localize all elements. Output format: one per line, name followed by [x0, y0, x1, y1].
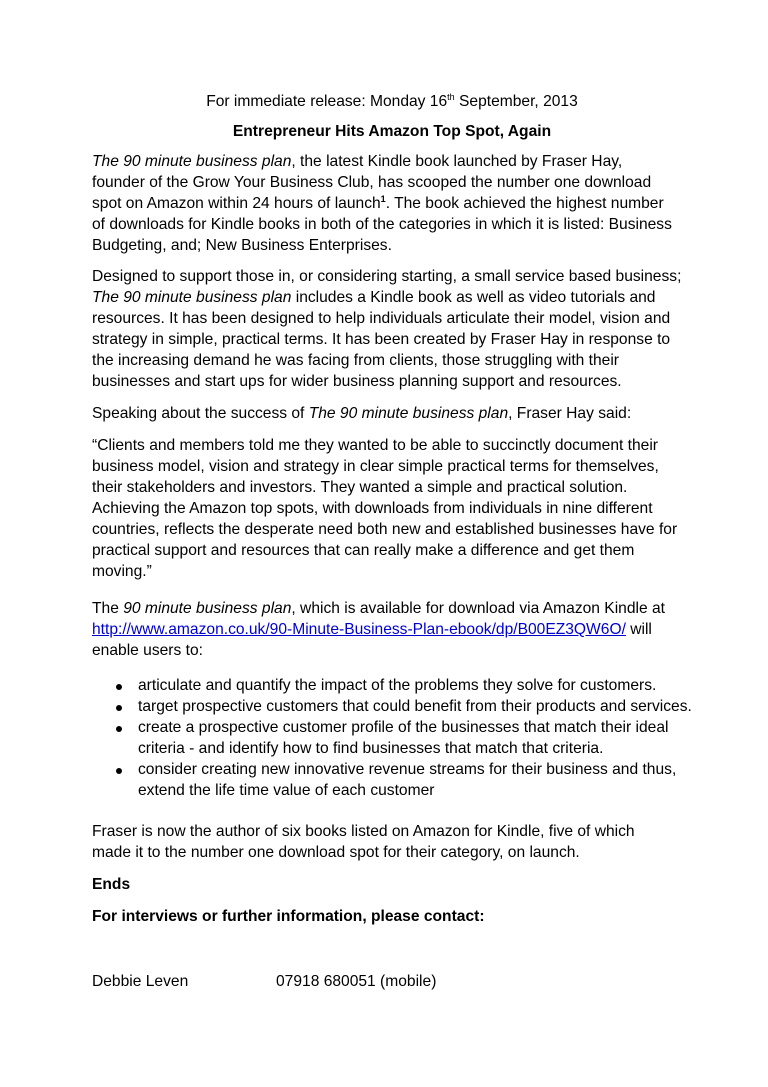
para5-line1: The 90 minute business plan, which is available for download via Amazon Kindle at	[92, 600, 665, 617]
para5-line2: http://www.amazon.co.uk/90-Minute-Business-Plan-ebook/dp/B00EZ3QW6O/ will	[92, 621, 652, 638]
quote-line: countries, reflects the desperate need both new and established businesses have for	[92, 521, 678, 538]
bullet-item: articulate and quantify the impact of the problems they solve for customers.	[138, 677, 657, 694]
bullet-item: create a prospective customer profile of the businesses that match their ideal	[138, 719, 669, 736]
bullet-dot	[116, 705, 122, 711]
para5-line3: enable users to:	[92, 642, 203, 659]
bullet-item: target prospective customers that could benefit from their products and services.	[138, 698, 692, 715]
quote-line: Achieving the Amazon top spots, with downloads from individuals in nine different	[92, 500, 653, 517]
bullet-dot	[116, 768, 122, 774]
para1-line2: founder of the Grow Your Business Club, has scooped the number one download	[92, 174, 652, 191]
bullet-item-cont: extend the life time value of each customer	[138, 782, 435, 799]
para6-line1: Fraser is now the author of six books listed on Amazon for Kindle, five of which	[92, 823, 635, 840]
para2-line3: resources. It has been designed to help individuals articulate their model, vision and	[92, 310, 671, 327]
para3-line1: Speaking about the success of The 90 minute business plan, Fraser Hay said:	[92, 405, 632, 422]
ends-label: Ends	[92, 876, 131, 893]
para1-line3: spot on Amazon within 24 hours of launch$^1$. The book achieved the highest number	[92, 194, 664, 212]
para1-line4: of downloads for Kindle books in both of the categories in which it is listed: Business	[92, 216, 672, 233]
para2-line2: The 90 minute business plan includes a Kindle book as well as video tutorials and	[92, 289, 656, 306]
contact-phone: 07918 680051 (mobile)	[276, 973, 437, 990]
para2-line5: the increasing demand he was facing from clients, those struggling with their	[92, 352, 619, 369]
para6-line2: made it to the number one download spot for their category, on launch.	[92, 844, 580, 861]
quote-line: their stakeholders and investors. They wanted a simple and practical solution.	[92, 479, 628, 496]
para1-line1: The 90 minute business plan, the latest Kindle book launched by Fraser Hay,	[92, 153, 623, 170]
para2-line6: businesses and start ups for wider business planning support and resources.	[92, 373, 622, 390]
bullet-item-cont: criteria - and identify how to find businesses that match that criteria.	[138, 740, 604, 757]
quote-line: moving.”	[92, 563, 152, 580]
quote-line: “Clients and members told me they wanted to be able to succinctly document their	[92, 437, 658, 454]
bullet-dot	[116, 726, 122, 732]
amazon-link[interactable]: http://www.amazon.co.uk/90-Minute-Business-Plan-ebook/dp/B00EZ3QW6O/	[92, 621, 626, 638]
contact-name: Debbie Leven	[92, 973, 189, 990]
headline: Entrepreneur Hits Amazon Top Spot, Again	[232, 123, 552, 140]
para2-line4: strategy in simple, practical terms. It has been created by Fraser Hay in response to	[92, 331, 671, 348]
release-date: For immediate release: Monday 16th September, 2013	[206, 92, 578, 110]
quote-line: business model, vision and strategy in clear simple practical terms for themselves,	[92, 458, 659, 475]
para1-line5: Budgeting, and; New Business Enterprises.	[92, 237, 392, 254]
bullet-item: consider creating new innovative revenue streams for their business and thus,	[138, 761, 677, 778]
bullet-dot	[116, 684, 122, 690]
contact-heading: For interviews or further information, please contact:	[92, 908, 485, 925]
quote-line: practical support and resources that can really make a difference and get them	[92, 542, 635, 559]
para2-line1: Designed to support those in, or considering starting, a small service based business;	[92, 268, 682, 285]
